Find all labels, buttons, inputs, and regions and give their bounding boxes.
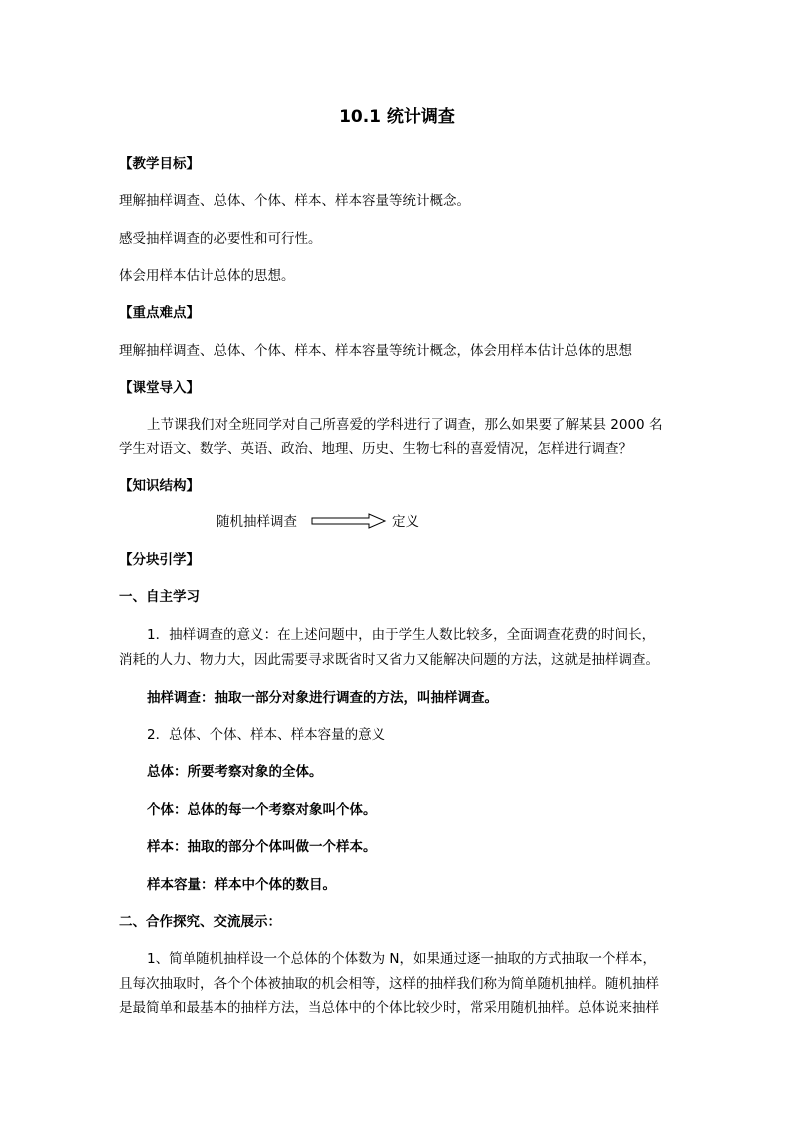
key-points-text: 理解抽样调查、总体、个体、样本、样本容量等统计概念，体会用样本估计总体的思想 [119,343,632,359]
def-sampling: 抽样调查：抽取一部分对象进行调查的方法，叫抽样调查。 [147,690,498,706]
part1-para1-line2: 消耗的人力、物力大，因此需要寻求既省时又省力又能解决问题的方法，这就是抽样调查。 [119,652,659,668]
part2-line-3: 是最简单和最基本的抽样方法，当总体中的个体比较少时，常采用随机抽样。总体说来抽样 [119,1000,659,1016]
part2-heading: 二、合作探究、交流展示： [119,914,281,930]
intro-heading: 【课堂导入】 [119,380,200,396]
part2-line-2: 且每次抽取时，各个个体被抽取的机会相等，这样的抽样我们称为简单随机抽样。随机抽样 [119,976,659,992]
intro-line-1: 上节课我们对全班同学对自己所喜爱的学科进行了调查，那么如果要了解某县 2000 名 [147,417,663,433]
structure-left-label: 随机抽样调查 [216,514,297,530]
intro-line-2: 学生对语文、数学、英语、政治、地理、历史、生物七科的喜爱情况，怎样进行调查？ [119,441,632,457]
guide-heading: 【分块引学】 [119,552,200,568]
structure-heading: 【知识结构】 [119,478,200,494]
part2-line-1: 1、简单随机抽样设一个总体的个体数为 N，如果通过逐一抽取的方式抽取一个样本， [147,951,656,967]
goals-heading: 【教学目标】 [119,156,200,172]
def-sample-size: 样本容量：样本中个体的数目。 [147,877,336,893]
def-individual: 个体：总体的每一个考察对象叫个体。 [147,802,377,818]
def-sample: 样本：抽取的部分个体叫做一个样本。 [147,839,377,855]
goal-item-2: 感受抽样调查的必要性和可行性。 [119,231,322,247]
goal-item-3: 体会用样本估计总体的思想。 [119,268,295,284]
structure-right-label: 定义 [392,514,419,530]
part1-para1-line1: 1．抽样调查的意义：在上述问题中，由于学生人数比较多，全面调查花费的时间长， [147,627,656,643]
page-title: 10.1 统计调查 [339,107,455,127]
def-population: 总体：所要考察对象的全体。 [147,764,323,780]
part1-para2: 2．总体、个体、样本、样本容量的意义 [147,727,386,743]
goal-item-1: 理解抽样调查、总体、个体、样本、样本容量等统计概念。 [119,193,470,209]
key-points-heading: 【重点难点】 [119,305,200,321]
part1-heading: 一、自主学习 [119,589,200,605]
double-arrow-icon [311,512,387,530]
